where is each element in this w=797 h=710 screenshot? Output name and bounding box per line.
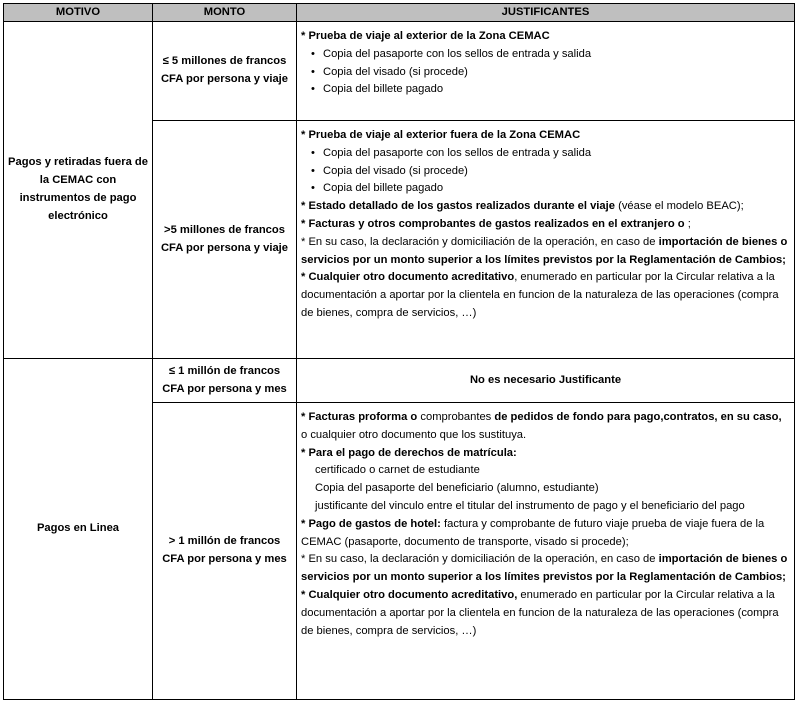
requirement-title: * Prueba de viaje al exterior de la Zona CEMAC	[301, 30, 550, 42]
list-item: Copia del pasaporte del beneficiario (alumno, estudiante)	[315, 482, 599, 495]
list-item: • Copia del billete pagado	[301, 81, 790, 99]
requirement-item: * Cualquier otro documento acreditativo, enumerado en particular por la Circular relativa a la documentación a aportar por la clientela en funcion de la naturaleza de las operaciones (compra de bienes, compra de servicios, …)	[301, 588, 779, 637]
requirement-item: * Facturas proforma o comprobantes de pedidos de fondo para pago,contratos, en su caso, o cualquier otro documento que los sustituya.	[301, 411, 782, 441]
header-justificantes: JUSTIFICANTES	[297, 4, 795, 22]
table-row	[4, 359, 795, 403]
list-item: • Copia del pasaporte con los sellos de entrada y salida	[301, 46, 790, 64]
justificantes-cell	[297, 22, 795, 121]
list-item: • Copia del visado (si procede)	[301, 64, 790, 82]
requirement-title: * Para el pago de derechos de matrícula:	[301, 446, 517, 459]
list-item: • Copia del visado (si procede)	[301, 163, 790, 181]
requirement-item: * Facturas y otros comprobantes de gastos realizados en el extranjero o ;	[301, 217, 691, 230]
monto-cell: > 1 millón de francos CFA por persona y mes	[153, 403, 297, 700]
justificantes-table	[3, 3, 795, 700]
justificantes-cell: No es necesario Justificante	[297, 359, 795, 403]
requirement-item: * Cualquier otro documento acreditativo, enumerado en particular por la Circular relativa a la documentación a aportar por la clientela en funcion de la naturaleza de las operaciones (compra de bienes, compra de servicios, …)	[301, 271, 779, 319]
list-item: justificante del vinculo entre el titular del instrumento de pago y el beneficiario del pago	[315, 499, 745, 512]
monto-cell: >5 millones de francos CFA por persona y viaje	[153, 121, 297, 359]
requirement-item: * Estado detallado de los gastos realizados durante el viaje (véase el modelo BEAC);	[301, 200, 744, 213]
header-motivo: MOTIVO	[4, 4, 153, 22]
list-item: • Copia del pasaporte con los sellos de entrada y salida	[301, 145, 790, 163]
list-item: • Copia del billete pagado	[301, 180, 790, 198]
requirement-item: * Pago de gastos de hotel: factura y comprobante de futuro viaje prueba de viaje fuera de la CEMAC (pasaporte, documento de transporte, visado si procede);	[301, 517, 765, 548]
requirement-item: * En su caso, la declaración y domiciliación de la operación, en caso de importación de bienes o servicios por un monto superior a los límites previstos por la Reglamentación de Cambios;	[301, 235, 788, 266]
justificantes-cell	[297, 403, 795, 700]
requirement-item: * En su caso, la declaración y domiciliación de la operación, en caso de importación de bienes o servicios por un monto superior a los límites previstos por la Reglamentación de Cambios;	[301, 553, 788, 584]
requirement-title: * Prueba de viaje al exterior fuera de la Zona CEMAC	[301, 129, 581, 141]
header-monto: MONTO	[153, 4, 297, 22]
header-row	[4, 4, 795, 22]
list-item: certificado o carnet de estudiante	[315, 464, 480, 477]
monto-cell: ≤ 5 millones de francos CFA por persona y viaje	[153, 22, 297, 121]
motivo-cell: Pagos y retiradas fuera de la CEMAC con instrumentos de pago electrónico	[4, 22, 153, 359]
justificantes-cell	[297, 121, 795, 359]
motivo-cell: Pagos en Linea	[4, 359, 153, 700]
monto-cell: ≤ 1 millón de francos CFA por persona y mes	[153, 359, 297, 403]
table-row	[4, 22, 795, 121]
